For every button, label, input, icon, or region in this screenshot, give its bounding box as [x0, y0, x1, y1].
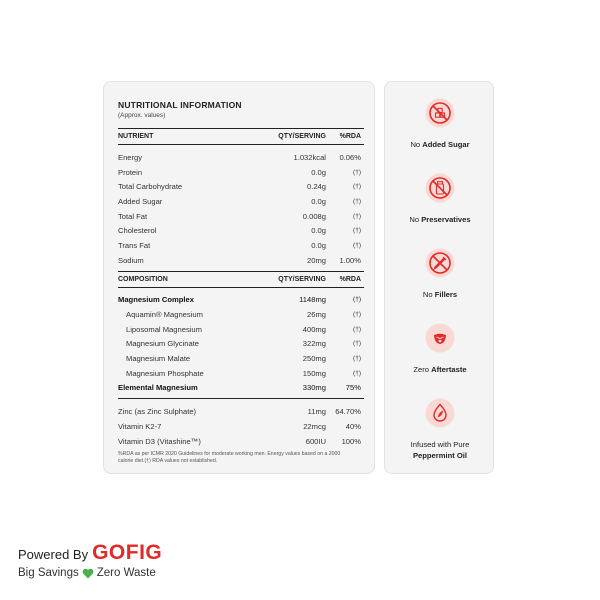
- nutrient-qty: 0.0g: [311, 167, 326, 177]
- table-row: [118, 381, 364, 396]
- table-row: [118, 322, 364, 337]
- nutrient-name: Sodium: [118, 255, 144, 265]
- table-row: [118, 337, 364, 352]
- no-fillers-icon: [425, 248, 455, 278]
- nutrient-rda: 1.00%: [339, 255, 361, 265]
- table-row: [118, 194, 364, 209]
- table-row: [118, 238, 364, 253]
- column-header-composition: COMPOSITION: [118, 275, 168, 283]
- nutrient-name: Cholesterol: [118, 226, 157, 236]
- table-row: [118, 293, 364, 308]
- heart-icon: [82, 568, 94, 579]
- badge-label: No Added Sugar: [410, 140, 470, 149]
- composition-name: Magnesium Malate: [126, 354, 191, 364]
- no-sugar-icon: [425, 98, 455, 128]
- composition-name: Magnesium Glycinate: [126, 339, 200, 349]
- tagline-right: Zero Waste: [96, 567, 156, 579]
- nutrient-rda: (†): [353, 241, 361, 249]
- composition-name: Magnesium Phosphate: [126, 368, 204, 378]
- vitamins-table: [118, 398, 364, 448]
- composition-qty: 1148mg: [299, 295, 326, 305]
- nutrient-name: Total Fat: [118, 211, 148, 221]
- nutrient-rda: (†): [353, 183, 361, 191]
- nutrition-title: NUTRITIONAL INFORMATION: [118, 100, 242, 110]
- badge-label: No Preservatives: [409, 215, 471, 224]
- badge-label: Zero Aftertaste: [413, 365, 467, 374]
- no-preservatives-icon: [425, 173, 455, 203]
- badge-zero-aftertaste: [385, 323, 495, 375]
- nutrient-name: Energy: [118, 152, 143, 162]
- nutrition-subtitle: (Approx. values): [118, 112, 166, 119]
- nutrient-qty: 0.24g: [306, 182, 326, 192]
- badge-label: No Fillers: [422, 290, 458, 299]
- composition-name: Magnesium Complex: [118, 295, 194, 305]
- nutrient-rda: 0.06%: [339, 152, 361, 162]
- table-row: [118, 223, 364, 238]
- table-row: [118, 165, 364, 180]
- table-row: [118, 179, 364, 194]
- composition-rda: (†): [353, 311, 361, 319]
- nutrient-rda: (†): [353, 168, 361, 176]
- composition-header-row: [118, 271, 364, 288]
- composition-name: Liposomal Magnesium: [126, 324, 202, 334]
- vitamin-qty: 11mg: [307, 407, 326, 417]
- nutrient-name: Added Sugar: [118, 196, 163, 206]
- table-row: [118, 404, 364, 419]
- vitamin-name: Zinc (as Zinc Sulphate): [118, 407, 197, 417]
- vitamin-name: Vitamin K2-7: [118, 421, 162, 431]
- table-row: [118, 419, 364, 434]
- composition-rda: (†): [353, 296, 361, 304]
- composition-name: Elemental Magnesium: [118, 383, 198, 393]
- table-row: [118, 150, 364, 165]
- column-header-qty: QTY/SERVING: [278, 133, 326, 140]
- vitamin-qty: 600IU: [305, 436, 326, 446]
- rda-footnote: %RDA as per ICMR 2020 Guidelines for moderate working men. Energy values based on a 2000 calorie diet.(†) RDA values not established.: [118, 451, 341, 465]
- nutrient-name: Protein: [118, 167, 143, 177]
- column-header-qty: QTY/SERVING: [278, 275, 326, 283]
- composition-table: [118, 293, 364, 396]
- column-header-rda: %RDA: [339, 133, 361, 140]
- nutrient-qty: 20mg: [307, 255, 326, 265]
- tagline-left: Big Savings: [18, 567, 79, 579]
- composition-qty: 400mg: [302, 324, 326, 334]
- badge-no-added-sugar: [385, 98, 495, 150]
- vitamin-name: Vitamin D3 (Vitashine™): [118, 436, 201, 446]
- brand-logo: GOFIG: [92, 541, 163, 564]
- vitamin-rda: 100%: [341, 436, 361, 446]
- table-row: [118, 366, 364, 381]
- badge-label: Infused with Pure Peppermint Oil: [410, 440, 470, 460]
- composition-rda: 75%: [345, 383, 361, 393]
- nutrient-name: Total Carbohydrate: [118, 182, 183, 192]
- nutrient-name: Trans Fat: [118, 240, 151, 250]
- badge-peppermint-oil: [385, 398, 495, 461]
- nutrient-header-row: [118, 128, 364, 145]
- vitamin-rda: 64.70%: [335, 407, 361, 417]
- nutrient-rda: (†): [353, 197, 361, 205]
- column-header-rda: %RDA: [339, 275, 361, 283]
- vitamin-rda: 40%: [345, 421, 361, 431]
- nutrition-panel: [103, 81, 375, 474]
- brand-footer: [18, 541, 162, 579]
- composition-qty: 26mg: [307, 310, 326, 320]
- badge-no-preservatives: [385, 173, 495, 225]
- nutrient-qty: 0.0g: [311, 240, 326, 250]
- composition-qty: 322mg: [302, 339, 326, 349]
- features-panel: [384, 81, 494, 474]
- nutrient-table: [118, 150, 364, 268]
- table-row: [118, 351, 364, 366]
- zero-aftertaste-icon: [425, 323, 455, 353]
- composition-qty: 250mg: [302, 354, 326, 364]
- badge-no-fillers: [385, 248, 495, 300]
- nutrient-rda: (†): [353, 212, 361, 220]
- powered-by-label: Powered By: [18, 547, 89, 562]
- table-row: [118, 209, 364, 224]
- composition-qty: 330mg: [302, 383, 326, 393]
- composition-qty: 150mg: [302, 368, 326, 378]
- composition-rda: (†): [353, 325, 361, 333]
- table-row: [118, 307, 364, 322]
- nutrient-qty: 0.0g: [311, 196, 326, 206]
- composition-rda: (†): [353, 369, 361, 377]
- table-row: [118, 253, 364, 268]
- nutrient-rda: (†): [353, 227, 361, 235]
- nutrient-qty: 0.0g: [311, 226, 326, 236]
- composition-name: Aquamin® Magnesium: [126, 310, 203, 320]
- peppermint-oil-icon: [425, 398, 455, 428]
- nutrient-qty: 0.008g: [302, 211, 326, 221]
- composition-rda: (†): [353, 355, 361, 363]
- composition-rda: (†): [353, 340, 361, 348]
- vitamin-qty: 22mcg: [303, 421, 326, 431]
- column-header-nutrient: NUTRIENT: [118, 133, 154, 140]
- table-row: [118, 434, 364, 449]
- nutrient-qty: 1.032kcal: [293, 152, 326, 162]
